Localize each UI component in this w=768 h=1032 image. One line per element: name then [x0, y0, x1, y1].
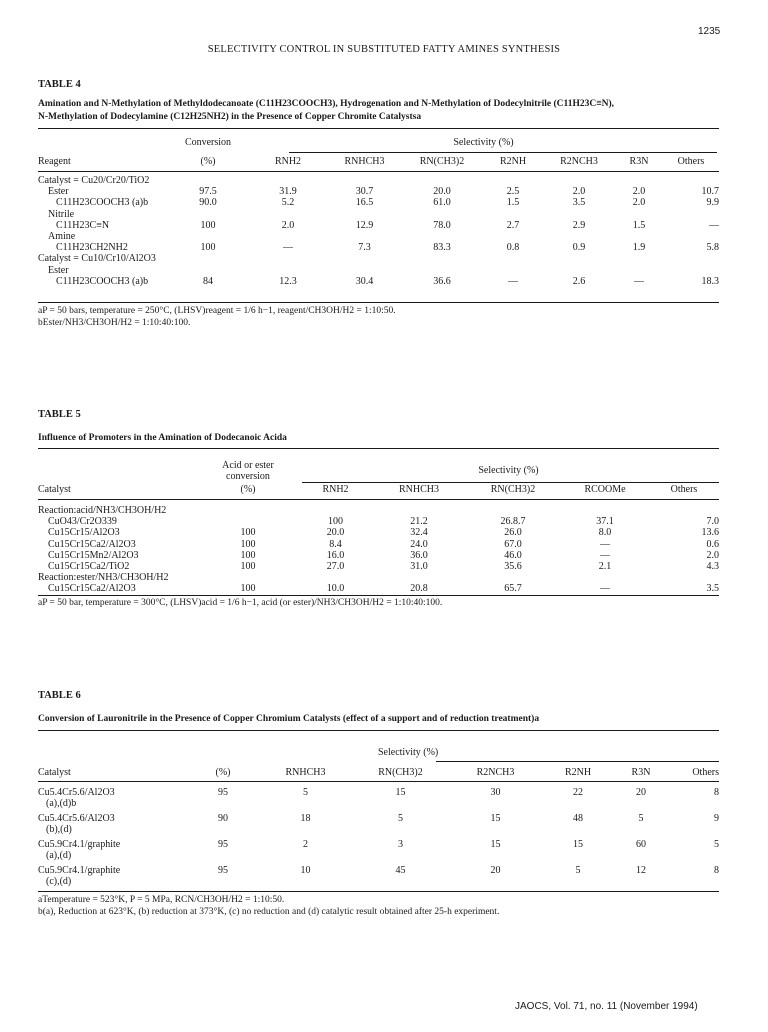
cell-value: 36.0: [410, 549, 428, 561]
cell-value: [168, 231, 248, 242]
row-label: Reaction:acid/NH3/CH3OH/H2: [38, 505, 167, 516]
page-footer: JAOCS, Vol. 71, no. 11 (November 1994): [515, 1001, 698, 1012]
cell-value: 20.8: [410, 583, 428, 595]
treatment-code: (a),(d): [46, 850, 72, 862]
table-6-label: TABLE 6: [38, 690, 81, 701]
table-5-selectivity-group: Selectivity (%): [478, 465, 539, 477]
cell-value: 5: [303, 787, 308, 798]
cell-value: —: [508, 275, 518, 287]
table-row: [38, 220, 719, 231]
table-row: [38, 527, 719, 538]
cell-value: [248, 209, 328, 220]
cell-value: 31.9: [279, 186, 297, 198]
cell-value: [401, 253, 483, 264]
cell-value: [615, 209, 663, 220]
cell-value: 100: [240, 549, 256, 561]
table-6-colheads: [38, 767, 719, 778]
cell-value: 84: [203, 275, 213, 287]
table-6-col-sel-1: RN(CH3)2: [378, 767, 423, 778]
cell-value: 20: [636, 787, 646, 798]
cell-value: 10.7: [701, 186, 719, 198]
table-4-col-conversion-2: (%): [200, 156, 216, 167]
cell-value: —: [634, 275, 644, 287]
table-5-col-sel-1: RNHCH3: [398, 484, 439, 495]
table-5-col-sel-3: RCOOMe: [584, 484, 626, 495]
cell-value: [561, 572, 649, 583]
page-number: 1235: [698, 26, 721, 37]
table-row: [38, 175, 719, 186]
table-row: [38, 572, 719, 583]
cell-value: 8: [714, 865, 719, 876]
cell-value: 5.8: [706, 242, 719, 254]
running-head: SELECTIVITY CONTROL IN SUBSTITUTED FATTY AMINES SYNTHESIS: [207, 44, 561, 55]
cell-value: 2.9: [572, 219, 586, 231]
row-label: Ester: [48, 264, 69, 276]
row-label: Catalyst = Cu10/Cr10/Al2O3: [38, 253, 156, 265]
cell-value: 30.4: [355, 275, 374, 287]
table-4-col-sel-4: R2NCH3: [560, 156, 598, 167]
cell-value: 2.0: [281, 219, 295, 231]
cell-value: [543, 209, 615, 220]
cell-value: [663, 231, 719, 242]
cell-value: 3.5: [572, 197, 586, 209]
cell-value: 0.9: [572, 242, 586, 254]
table-5-col-sel-2: RN(CH3)2: [490, 484, 536, 495]
cell-value: [248, 253, 328, 264]
row-label: Catalyst = Cu20/Cr20/TiO2: [38, 175, 150, 186]
cell-value: [328, 231, 401, 242]
table-row: [38, 539, 719, 550]
table-row: [38, 209, 719, 220]
cell-value: [649, 505, 719, 516]
table-5-col-sel-0: RNH2: [322, 484, 349, 495]
table-6-footnote-b: b(a), Reduction at 623°K, (b) reduction at 373°K, (c) no reduction and (d) catalytic result obtained after 25-h experiment.: [38, 907, 500, 917]
row-label: CuO43/Cr2O339: [48, 516, 117, 528]
table-5-footnote-a: aP = 50 bar, temperature = 300°C, (LHSV)acid = 1/6 h−1, acid (or ester)/NH3/CH3OH/H2 = 1:10:40:100.: [38, 598, 443, 608]
table-row: [38, 231, 719, 242]
cell-value: 60: [636, 839, 646, 850]
table-6-col-pct: (%): [215, 767, 231, 778]
cell-value: 26.0: [504, 527, 522, 539]
cell-value: 9.9: [706, 197, 719, 209]
cell-value: 100: [240, 538, 256, 550]
cell-value: —: [283, 242, 293, 254]
cell-value: [543, 265, 615, 276]
cell-value: 1.9: [632, 242, 646, 254]
cell-value: 3: [398, 839, 403, 850]
cell-value: 2.0: [572, 186, 586, 198]
cell-value: 100: [240, 561, 256, 573]
table-4-col-sel-0: RNH2: [274, 156, 302, 167]
table-5-col-conv-1: Acid or ester: [222, 460, 274, 471]
cell-value: [248, 175, 328, 186]
table-5-header-rule: [38, 499, 719, 500]
cell-value: [328, 265, 401, 276]
cell-value: [198, 505, 298, 516]
table-row: [38, 787, 719, 813]
table-4-top-rule: [38, 128, 719, 129]
cell-value: 2.6: [572, 275, 586, 287]
cell-value: —: [600, 549, 610, 561]
cell-value: 8.0: [598, 527, 612, 539]
cell-value: [198, 572, 298, 583]
table-5-col-conv-3: (%): [240, 484, 256, 495]
cell-value: 12.3: [279, 275, 297, 287]
table-row: [38, 561, 719, 572]
cell-value: 36.6: [433, 275, 451, 287]
table-row: [38, 265, 719, 276]
table-row: [38, 186, 719, 197]
cell-value: 5.2: [281, 197, 295, 209]
table-5-colheads: [38, 484, 719, 495]
cell-value: 61.0: [433, 197, 451, 209]
table-4-selectivity-rule: [289, 152, 717, 153]
cell-value: [168, 209, 248, 220]
table-row: [38, 253, 719, 264]
table-4-col-conversion-1: Conversion: [184, 137, 232, 148]
table-5-col-conv-2: conversion: [226, 471, 270, 483]
cell-value: 1.5: [632, 219, 646, 231]
cell-value: 2.0: [632, 197, 646, 209]
cell-value: [483, 265, 543, 276]
cell-value: [561, 505, 649, 516]
row-label: [38, 865, 188, 891]
cell-value: 5: [638, 813, 644, 824]
cell-value: 24.0: [410, 538, 428, 550]
cell-value: —: [600, 538, 610, 550]
cell-value: 18.3: [701, 275, 719, 287]
row-label: C11H23COOCH3 (a)b: [56, 275, 149, 287]
cell-value: [168, 175, 248, 186]
cell-value: 35.6: [504, 561, 522, 573]
cell-value: 7.0: [706, 516, 719, 528]
table-4-col-sel-2: RN(CH3)2: [419, 156, 465, 167]
table-4-footnote-b: bEster/NH3/CH3OH/H2 = 1:10:40:100.: [38, 318, 191, 328]
row-label: Nitrile: [48, 208, 75, 220]
row-label: Cu15Cr15Ca2/Al2O3: [48, 538, 136, 550]
cell-value: [168, 265, 248, 276]
cell-value: 30: [490, 787, 501, 798]
cell-value: [248, 231, 328, 242]
cell-value: 2.0: [706, 549, 719, 561]
cell-value: 83.3: [433, 242, 451, 254]
table-6-col-sel-5: Others: [692, 767, 719, 778]
cell-value: 67.0: [504, 538, 522, 550]
table-4-bottom-rule: [38, 302, 719, 303]
row-label: Amine: [48, 231, 76, 243]
cell-value: 31.0: [410, 561, 428, 573]
cell-value: [328, 209, 401, 220]
table-5-selectivity-rule: [302, 482, 719, 483]
cell-value: 10.0: [326, 583, 345, 595]
table-5-body: [38, 505, 719, 595]
cell-value: 9: [714, 813, 719, 824]
row-label: C11H23COOCH3 (a)b: [56, 197, 149, 209]
table-6-footnote-a: aTemperature = 523°K, P = 5 MPa, RCN/CH3OH/H2 = 1:10:50.: [38, 895, 285, 905]
table-4-body: [38, 175, 719, 287]
cell-value: [483, 175, 543, 186]
cell-value: 100: [200, 242, 216, 254]
table-6-header: [38, 747, 719, 758]
cell-value: [401, 265, 483, 276]
table-5-col-sel-4: Others: [670, 484, 698, 495]
cell-value: 16.5: [355, 197, 374, 209]
cell-value: [543, 253, 615, 264]
row-label: [38, 787, 188, 813]
cell-value: 5: [714, 839, 719, 850]
table-6-body: [38, 787, 719, 891]
cell-value: [465, 505, 561, 516]
cell-value: 100: [240, 527, 256, 539]
table-6-col-sel-2: R2NCH3: [476, 767, 515, 778]
cell-value: 2.0: [632, 186, 646, 198]
cell-value: 0.8: [506, 242, 520, 254]
cell-value: 95: [218, 865, 228, 876]
table-row: [38, 505, 719, 516]
table-5-label: TABLE 5: [38, 409, 81, 420]
cell-value: 22: [573, 787, 583, 798]
catalyst-name: Cu5.9Cr4.1/graphite: [38, 865, 121, 876]
cell-value: [663, 175, 719, 186]
table-row: [38, 276, 719, 287]
cell-value: 0.6: [706, 538, 719, 550]
cell-value: [649, 572, 719, 583]
cell-value: [483, 231, 543, 242]
table-5-bottom-rule: [38, 595, 719, 596]
row-label: Cu15Cr15Ca2/TiO2: [48, 561, 130, 573]
cell-value: 7.3: [358, 242, 371, 254]
cell-value: 2.5: [506, 186, 520, 198]
cell-value: [401, 231, 483, 242]
cell-value: 20: [490, 865, 501, 876]
cell-value: 3.5: [706, 583, 719, 595]
cell-value: 10: [300, 865, 311, 876]
table-6-col-catalyst: Catalyst: [38, 767, 71, 778]
table-6-header-rule: [38, 781, 719, 782]
cell-value: [483, 209, 543, 220]
row-label: Cu15Cr15Ca2/Al2O3: [48, 583, 136, 595]
table-5-caption: Influence of Promoters in the Amination of Dodecanoic Acida: [38, 433, 287, 443]
cell-value: 8.4: [329, 538, 342, 550]
cell-value: [401, 209, 483, 220]
row-label: [38, 813, 188, 839]
table-row: [38, 516, 719, 527]
cell-value: 15: [490, 839, 501, 850]
cell-value: [248, 265, 328, 276]
cell-value: 12.9: [355, 219, 374, 231]
cell-value: 48: [573, 813, 583, 824]
cell-value: 2: [303, 839, 308, 850]
cell-value: [328, 175, 401, 186]
cell-value: 97.5: [199, 186, 217, 198]
cell-value: [298, 505, 373, 516]
cell-value: [465, 572, 561, 583]
cell-value: 8: [714, 787, 719, 798]
table-4-label: TABLE 4: [38, 79, 81, 90]
row-label: Cu15Cr15Mn2/Al2O3: [48, 549, 139, 561]
cell-value: 100: [328, 516, 343, 528]
table-row: [38, 865, 719, 891]
cell-value: 30.7: [355, 186, 374, 198]
table-row: [38, 242, 719, 253]
table-6-col-sel-3: R2NH: [564, 767, 592, 778]
cell-value: 12: [636, 865, 646, 876]
cell-value: 15: [395, 787, 406, 798]
catalyst-name: Cu5.4Cr5.6/Al2O3: [38, 813, 115, 824]
table-5-header: [38, 460, 719, 482]
cell-value: [198, 516, 298, 527]
cell-value: 26.8.7: [500, 516, 526, 528]
cell-value: 32.4: [410, 527, 428, 539]
cell-value: 65.7: [504, 583, 522, 595]
table-4-colheads: [38, 156, 719, 167]
cell-value: 16.0: [326, 549, 345, 561]
table-6-col-sel-0: RNHCH3: [285, 767, 326, 778]
table-row: [38, 197, 719, 208]
cell-value: [373, 572, 465, 583]
table-row: [38, 813, 719, 839]
table-4-caption-line-1: Amination and N-Methylation of Methyldodecanoate (C11H23COOCH3), Hydrogenation and N-Methylation of Dodecylnitrile (C11H23C≡N),: [38, 99, 615, 109]
row-label: Ester: [48, 186, 69, 198]
cell-value: [168, 253, 248, 264]
cell-value: 2.1: [598, 561, 612, 573]
row-label: [38, 839, 188, 865]
table-4-col-reagent: Reagent: [38, 156, 71, 167]
table-row: [38, 550, 719, 561]
cell-value: —: [709, 219, 719, 231]
cell-value: 21.2: [410, 516, 428, 528]
cell-value: 90: [218, 813, 228, 824]
cell-value: [615, 265, 663, 276]
cell-value: 27.0: [326, 561, 345, 573]
table-6-selectivity-rule: [436, 761, 719, 762]
treatment-code: (a),(d)b: [46, 798, 77, 810]
cell-value: [328, 253, 401, 264]
cell-value: [483, 253, 543, 264]
cell-value: 18: [300, 813, 311, 824]
table-4-footnote-a: aP = 50 bars, temperature = 250°C, (LHSV)reagent = 1/6 h−1, reagent/CH3OH/H2 = 1:10:50.: [38, 306, 396, 316]
catalyst-name: Cu5.4Cr5.6/Al2O3: [38, 787, 115, 798]
cell-value: 95: [218, 787, 228, 798]
table-4-selectivity-group: Selectivity (%): [453, 137, 514, 148]
cell-value: 20.0: [433, 186, 451, 198]
row-label: C11H23CH2NH2: [56, 242, 128, 254]
cell-value: [663, 253, 719, 264]
treatment-code: (c),(d): [46, 876, 72, 888]
cell-value: 2.7: [506, 219, 520, 231]
row-label: Reaction:ester/NH3/CH3OH/H2: [38, 572, 169, 584]
table-5-top-rule: [38, 448, 719, 449]
table-4-col-sel-3: R2NH: [499, 156, 527, 167]
table-6-col-sel-4: R3N: [631, 767, 651, 778]
cell-value: [543, 231, 615, 242]
treatment-code: (b),(d): [46, 824, 72, 836]
table-4-caption-line-2: N-Methylation of Dodecylamine (C12H25NH2) in the Presence of Copper Chromite Catalystsa: [38, 112, 422, 122]
catalyst-name: Cu5.9Cr4.1/graphite: [38, 839, 121, 850]
table-4-col-sel-5: R3N: [629, 156, 649, 167]
cell-value: [298, 572, 373, 583]
cell-value: [615, 175, 663, 186]
table-6-selectivity-group: Selectivity (%): [378, 747, 439, 758]
table-6-caption: Conversion of Lauronitrile in the Presence of Copper Chromium Catalysts (effect of a support and of reduction treatment)a: [38, 714, 540, 724]
row-label: C11H23C≡N: [56, 219, 110, 231]
cell-value: 20.0: [326, 527, 345, 539]
cell-value: 5: [575, 865, 581, 876]
table-5-col-catalyst: Catalyst: [38, 484, 71, 495]
cell-value: 15: [573, 839, 583, 850]
cell-value: 5: [398, 813, 403, 824]
cell-value: [615, 231, 663, 242]
table-4-header: [38, 137, 719, 148]
table-6-bottom-rule: [38, 891, 719, 892]
cell-value: 1.5: [506, 197, 520, 209]
cell-value: [663, 209, 719, 220]
row-label: Cu15Cr15/Al2O3: [48, 527, 120, 539]
cell-value: 95: [218, 839, 228, 850]
cell-value: 78.0: [433, 219, 451, 231]
cell-value: [401, 175, 483, 186]
cell-value: [543, 175, 615, 186]
cell-value: 46.0: [504, 549, 522, 561]
table-6-top-rule: [38, 730, 719, 731]
cell-value: 45: [395, 865, 406, 876]
cell-value: 4.3: [706, 561, 719, 573]
cell-value: [373, 505, 465, 516]
cell-value: 13.6: [701, 527, 719, 539]
table-row: [38, 839, 719, 865]
cell-value: 100: [240, 583, 256, 595]
cell-value: [663, 265, 719, 276]
cell-value: 100: [200, 219, 216, 231]
cell-value: [615, 253, 663, 264]
table-4-header-rule: [38, 171, 719, 172]
table-row: [38, 583, 719, 594]
cell-value: 15: [490, 813, 501, 824]
cell-value: 37.1: [596, 516, 614, 528]
table-4-col-sel-6: Others: [677, 156, 705, 167]
cell-value: 90.0: [199, 197, 217, 209]
table-4-col-sel-1: RNHCH3: [344, 156, 385, 167]
cell-value: —: [600, 583, 610, 595]
